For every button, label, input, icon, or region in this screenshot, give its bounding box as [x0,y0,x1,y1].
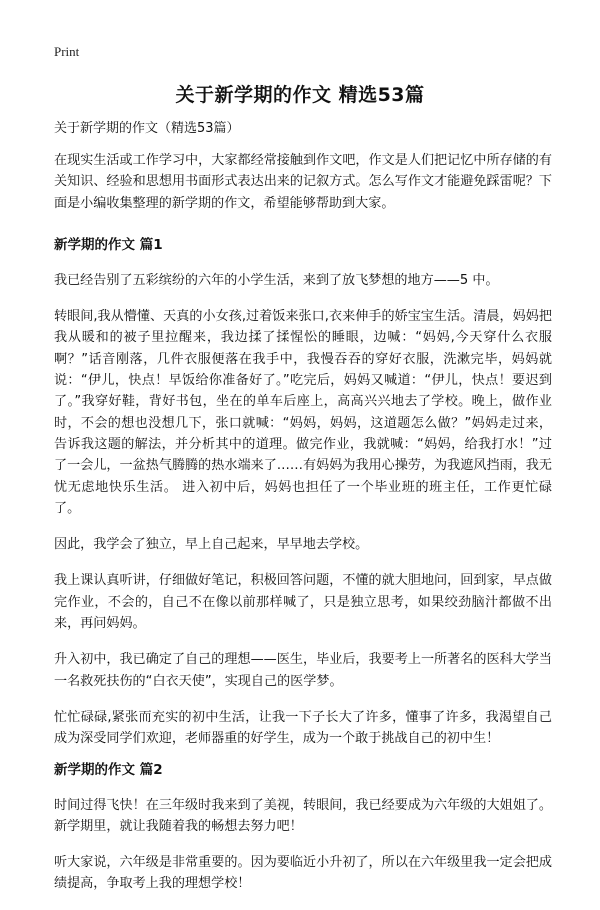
article-body [54,119,552,910]
paragraph: 转眼间,我从懵懂、天真的小女孩,过着饭来张口,衣来伸手的娇宝宝生活。清晨，妈妈把我从暖和的被子里拉醒来，我边揉了揉惺忪的睡眼，边喊：“妈妈,今天穿什么衣服啊？”话音刚落，几件衣服便落在我手中，我慢吞吞的穿好衣服，洗漱完毕，妈妈就说：“伊儿，快点！早饭给你准备好了。”吃完后，妈妈又喊道：“伊儿，快点！要迟到了。”我穿好鞋，背好书包，坐在的单车后座上，高高兴兴地去了学校。晚上，做作业时，不会的想也没想几下，张口就喊：“妈妈，妈妈，这道题怎么做？”妈妈走过来，告诉我这题的解法，并分析其中的道理。做完作业，我就喊：“妈妈，给我打水！”过了一会儿，一盆热气腾腾的热水端来了……有妈妈为我用心操劳，为我遮风挡雨，我无忧无虑地快乐生活。 进入初中后，妈妈也担任了一个毕业班的班主任，工作更忙碌了。 [54,309,552,516]
section-heading-2: 新学期的作文 篇2 [54,761,163,778]
intro-paragraph: 在现实生活或工作学习中，大家都经常接触到作文吧，作文是人们把记忆中所存储的有关知识、经验和思想用书面形式表达出来的记叙方式。怎么写作文才能避免踩雷呢？下面是小编收集整理的新学期的作文，希望能够帮助到大家。 [54,153,552,211]
article-subtitle: 关于新学期的作文（精选53篇） [54,121,240,136]
paragraph: 忙忙碌碌,紧张而充实的初中生活，让我一下子长大了许多，懂事了许多，我渴望自己成为深受同学们欢迎，老师器重的好学生，成为一个敢于挑战自己的初中生！ [54,709,552,747]
paragraph: 我已经告别了五彩缤纷的六年的小学生活，来到了放飞梦想的地方——5 中。 [54,272,499,288]
print-link[interactable]: Print [54,44,80,59]
paragraph: 我上课认真听讲，仔细做好笔记，积极回答问题，不懂的就大胆地问，回到家，早点做完作业，不会的，自己不在像以前那样喊了，只是独立思考，如果绞劲脑汁都做不出来，再问妈妈。 [54,573,552,632]
section-heading-1: 新学期的作文 篇1 [54,236,163,253]
paragraph: 因此，我学会了独立，早上自己起来，早早地去学校。 [54,537,369,553]
paragraph: 升入初中，我已确定了自己的理想——医生，毕业后，我要考上一所著名的医科大学当一名救死扶伤的“白衣天使”，实现自己的医学梦。 [54,652,552,689]
paragraph: 听大家说，六年级是非常重要的。因为要临近小升初了，所以在六年级里我一定会把成绩提高，争取考上我的理想学校！ [54,855,552,892]
page-title: 关于新学期的作文 精选53篇 [175,84,425,106]
paragraph: 时间过得飞快！在三年级时我来到了美视，转眼间，我已经要成为六年级的大姐姐了。新学期里，就让我随着我的畅想去努力吧！ [54,797,552,834]
